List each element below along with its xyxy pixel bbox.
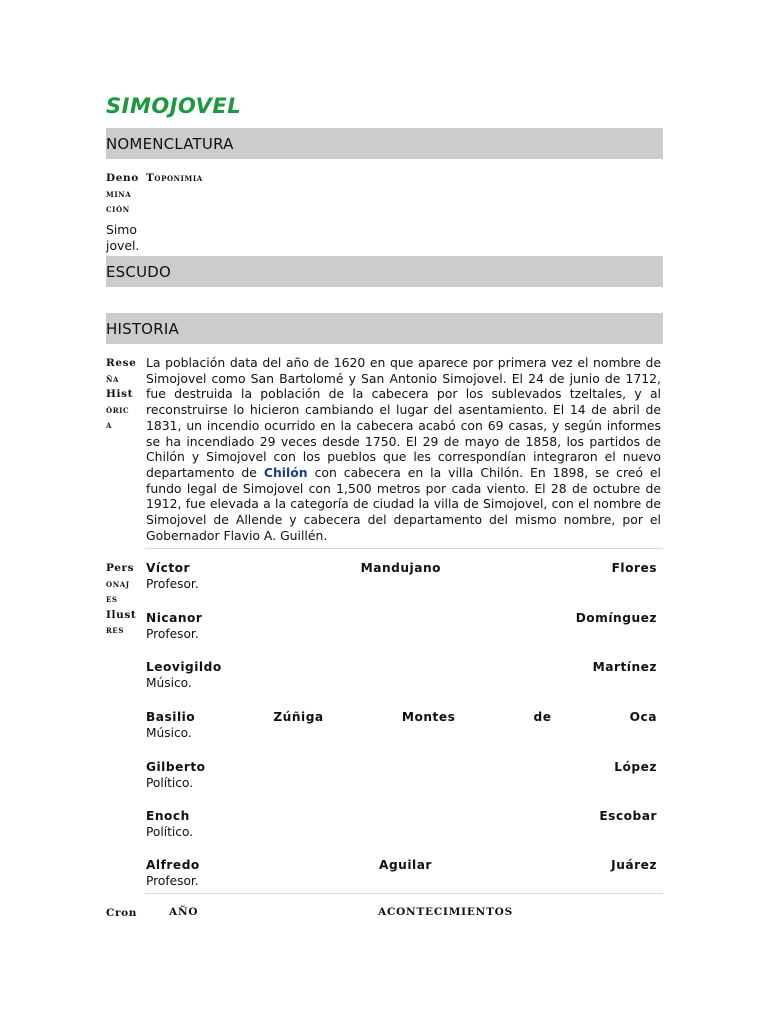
personaje-name: [146, 858, 657, 873]
historia-text: La población data del año de 1620 en que aparece por primera vez el nombre de Simojovel como San Bartolomé y San Antonio Simojovel. El 24 de junio de 1712, fue destruida la población de la cabecera por los sublevados tzeltales, y al reconstruirse lo hicieron cambiando el lugar del asentamiento. El 14 de abril de 1831, un incendio ocurrido en la cabecera acabó con 69 casas, y según informes se ha incendiado 29 veces desde 1750. El 29 de mayo de 1858, los partidos de Chilón y Simojovel con los pueblos que les correspondían integraron el nuevo departamento de Chilón con cabecera en la villa Chilón. En 1898, se creó el fundo legal de Simojovel con 1,500 metros por cada viento. El 28 de octubre de 1912, fue elevada a la categoría de ciudad la villa de Simojovel, con el nombre de Simojovel de Allende y cabecera del departamento del mismo nombre, por el Gobernador Flavio A. Guillén.: [146, 355, 661, 543]
personaje-name: [146, 561, 657, 576]
personaje-item: [146, 809, 657, 840]
name-part: Juárez: [611, 858, 657, 872]
name-part: Alfredo: [146, 858, 200, 872]
personaje-item: [146, 858, 657, 889]
name-part: de: [533, 710, 552, 724]
personaje-item: [146, 561, 657, 592]
name-part: Zúñiga: [273, 710, 324, 724]
personaje-role: Profesor.: [146, 577, 199, 591]
section-header-historia: [106, 313, 663, 344]
personaje-role: Político.: [146, 825, 194, 839]
section-header-nomenclatura: [106, 128, 663, 159]
section-title: HISTORIA: [106, 320, 179, 338]
name-part: Mandujano: [360, 561, 441, 575]
separator: [145, 893, 663, 894]
name-part: Leovigildo: [146, 660, 222, 674]
section-title: NOMENCLATURA: [106, 135, 234, 153]
personaje-name: [146, 809, 657, 824]
section-title: ESCUDO: [106, 263, 172, 281]
personaje-name: [146, 660, 657, 675]
page-title: SIMOJOVEL: [106, 94, 242, 118]
label-cronologia: Cron: [106, 907, 137, 919]
name-part: Montes: [401, 710, 456, 724]
nomenclatura-value: Simo jovel.: [106, 222, 140, 253]
personaje-role: Político.: [146, 776, 194, 790]
name-part: Gilberto: [146, 760, 206, 774]
column-header-events: ACONTECIMIENTOS: [378, 906, 514, 918]
name-part: Nicanor: [146, 611, 203, 625]
label-personajes-ilustres: Pers onaj es Ilust res: [106, 562, 137, 636]
personaje-role: Músico.: [146, 726, 192, 740]
column-header-year: AÑO: [169, 906, 199, 918]
separator: [145, 548, 663, 549]
personaje-role: Profesor.: [146, 874, 199, 888]
section-header-escudo: [106, 256, 663, 287]
personaje-item: [146, 710, 657, 741]
name-part: Domínguez: [575, 611, 657, 625]
personaje-role: Músico.: [146, 676, 192, 690]
name-part: Oca: [629, 710, 657, 724]
personaje-name: [146, 760, 657, 775]
personaje-item: [146, 611, 657, 642]
chilon-link[interactable]: Chilón: [263, 464, 308, 480]
name-part: Martínez: [592, 660, 657, 674]
name-part: Escobar: [599, 809, 657, 823]
name-part: Basilio: [146, 710, 196, 724]
name-part: Víctor: [146, 561, 191, 575]
name-part: Aguilar: [379, 858, 432, 872]
personaje-name: [146, 710, 657, 725]
name-part: López: [614, 760, 657, 774]
name-part: Flores: [611, 561, 657, 575]
label-denominacion: Deno mina ción: [106, 172, 139, 215]
label-resena-historica: Rese ña Hist óric a: [106, 357, 137, 431]
personaje-name: [146, 611, 657, 626]
personaje-item: [146, 760, 657, 791]
label-toponimia: Toponimia: [146, 172, 203, 184]
personaje-item: [146, 660, 657, 691]
personaje-role: Profesor.: [146, 627, 199, 641]
name-part: Enoch: [146, 809, 190, 823]
